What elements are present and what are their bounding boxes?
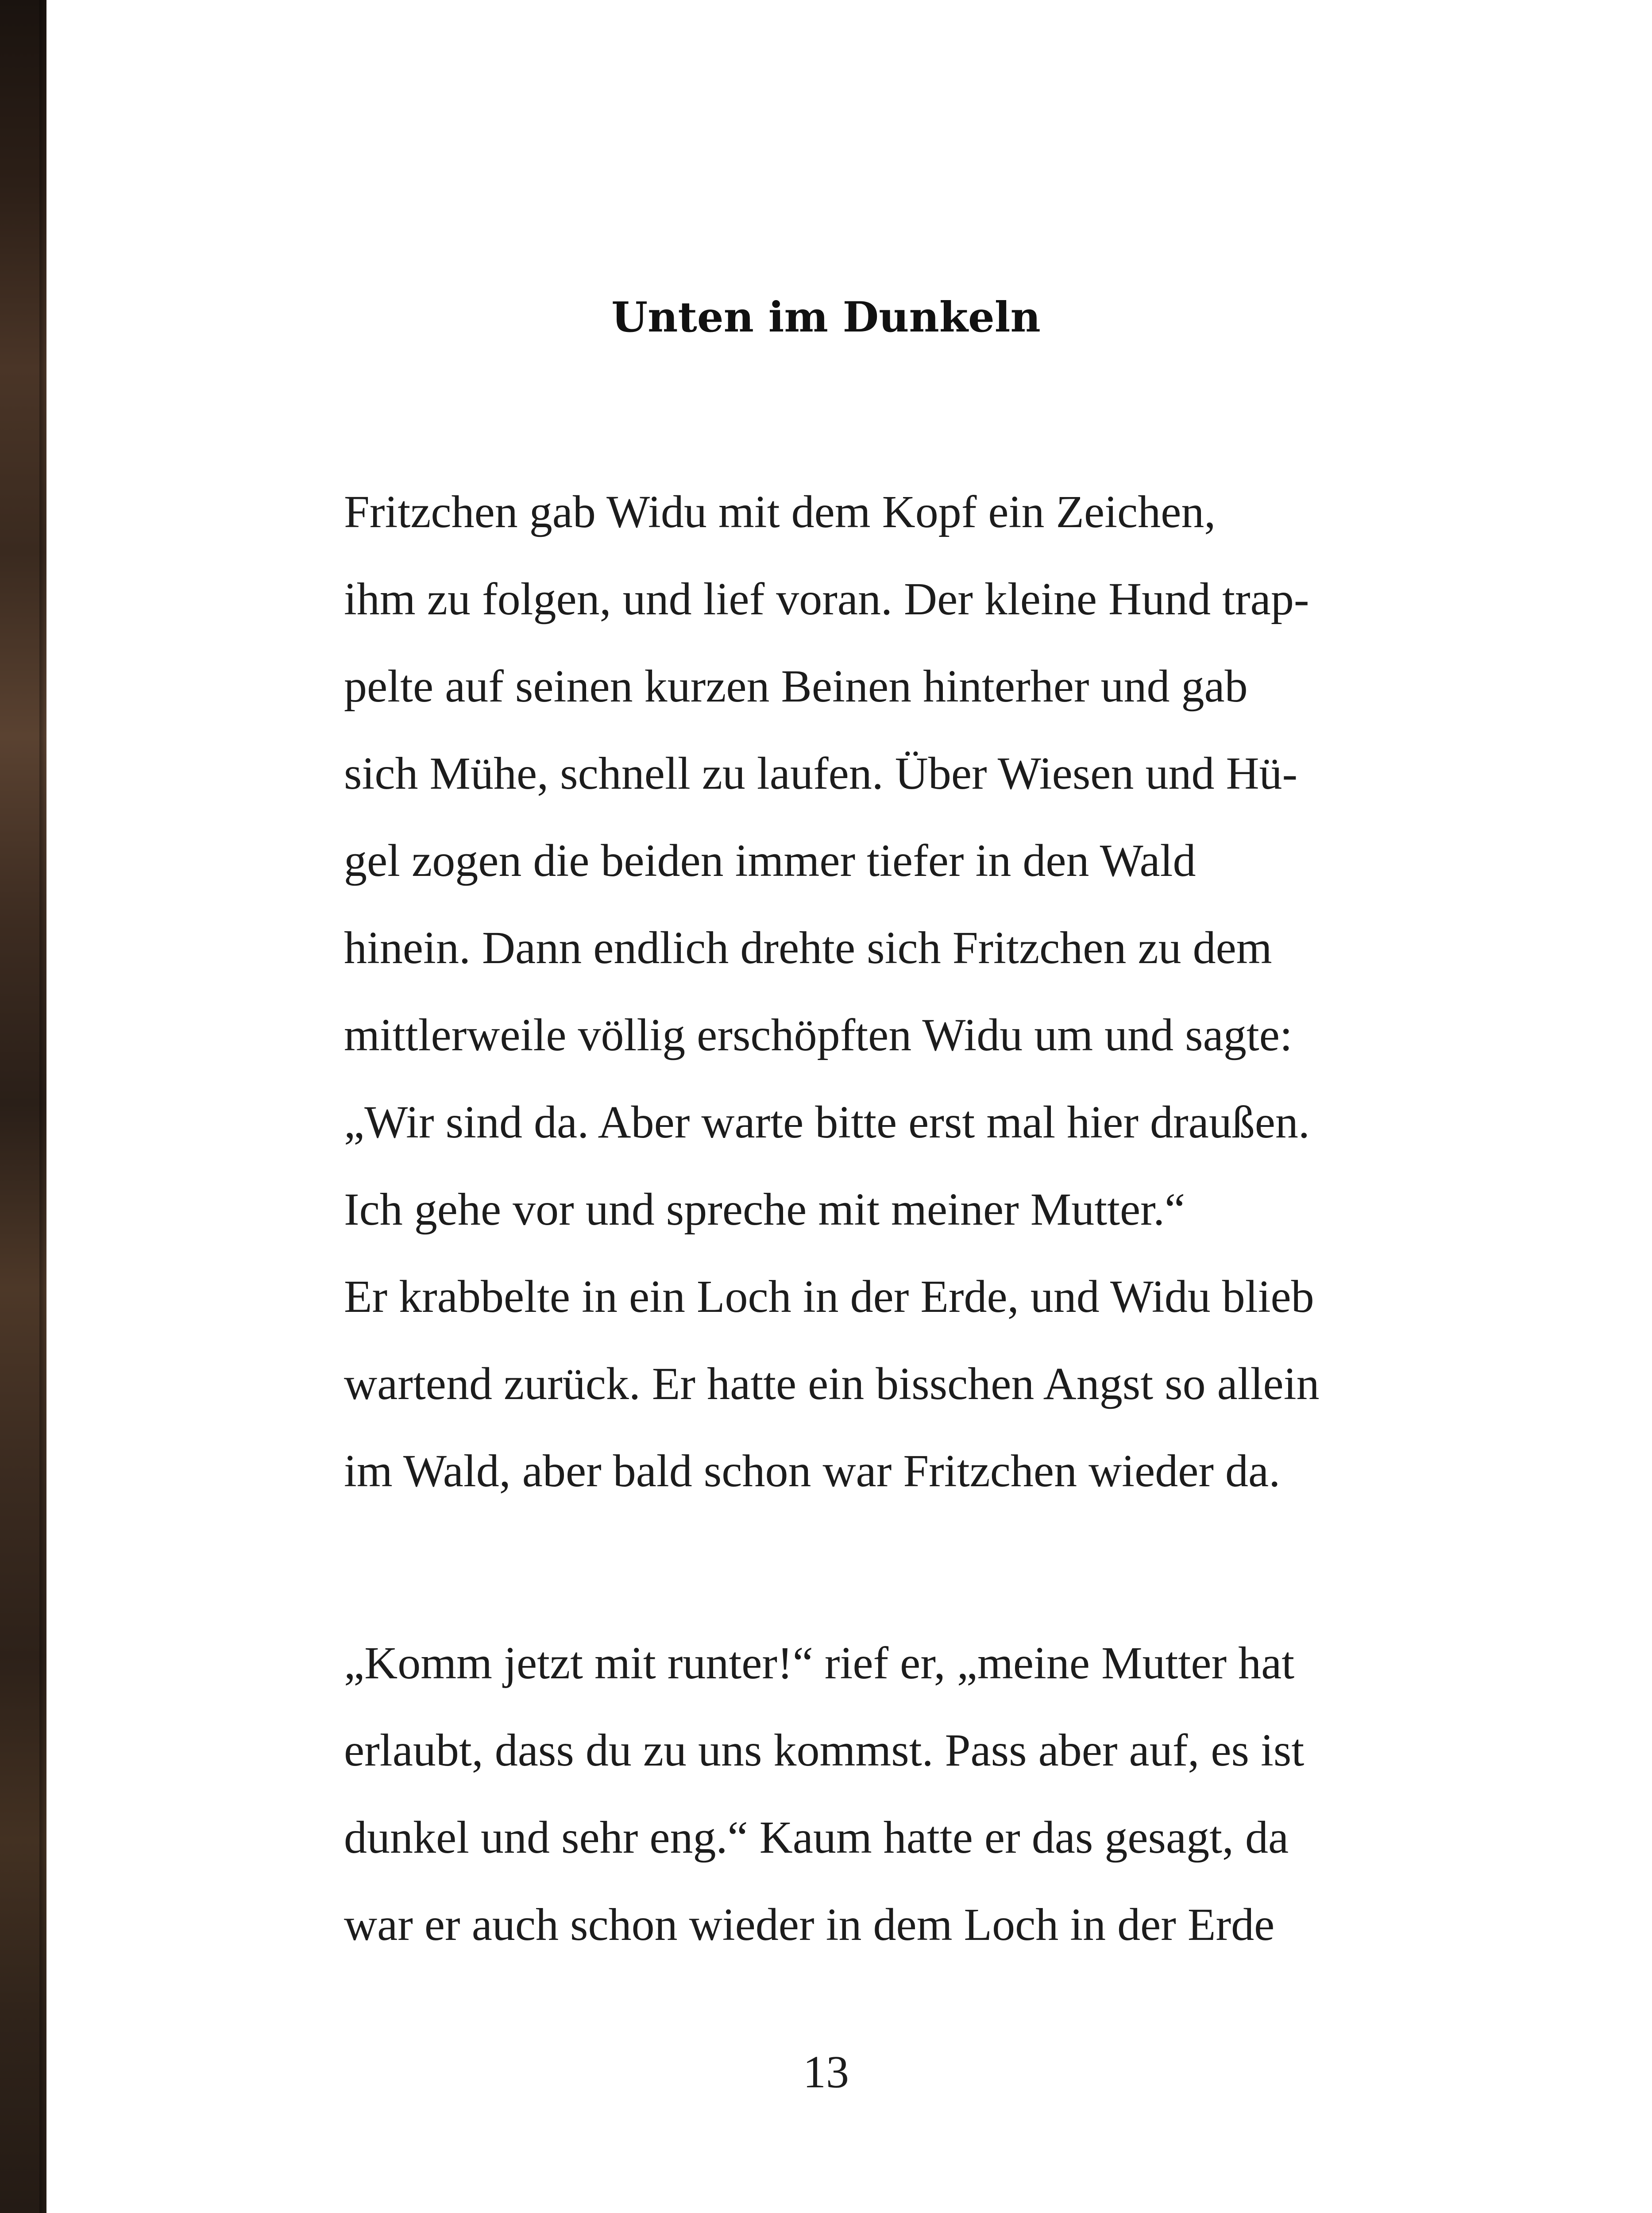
text-line: gel zogen die beiden immer tiefer in den Wald	[344, 835, 1196, 886]
text-line: mittlerweile völlig erschöpften Widu um und sagte:	[344, 1010, 1293, 1060]
text-line: im Wald, aber bald schon war Fritzchen wieder da.	[344, 1446, 1281, 1496]
text-line: „Komm jetzt mit runter!“ rief er, „meine Mutter hat	[344, 1638, 1295, 1689]
body-text	[344, 0, 1406, 2213]
text-line: Er krabbelte in ein Loch in der Erde, und Widu blieb	[344, 1271, 1314, 1322]
text-line: ihm zu folgen, und lief voran. Der kleine Hund trap-	[344, 574, 1309, 625]
text-line: Ich gehe vor und spreche mit meiner Mutter.“	[344, 1184, 1185, 1235]
page-number: 13	[803, 2047, 849, 2097]
text-line: war er auch schon wieder in dem Loch in der Erde	[344, 1899, 1275, 1950]
text-line: pelte auf seinen kurzen Beinen hinterher und gab	[344, 661, 1248, 712]
text-line: Fritzchen gab Widu mit dem Kopf ein Zeichen,	[344, 486, 1216, 537]
text-line: hinein. Dann endlich drehte sich Fritzchen zu dem	[344, 922, 1272, 973]
text-line: dunkel und sehr eng.“ Kaum hatte er das gesagt, da	[344, 1812, 1289, 1863]
text-line: wartend zurück. Er hatte ein bisschen Angst so allein	[344, 1358, 1320, 1409]
text-line: sich Mühe, schnell zu laufen. Über Wiesen und Hü-	[344, 748, 1298, 799]
text-line: „Wir sind da. Aber warte bitte erst mal hier draußen.	[344, 1097, 1310, 1148]
chapter-title: Unten im Dunkeln	[611, 293, 1041, 342]
text-line: erlaubt, dass du zu uns kommst. Pass aber auf, es ist	[344, 1725, 1305, 1776]
